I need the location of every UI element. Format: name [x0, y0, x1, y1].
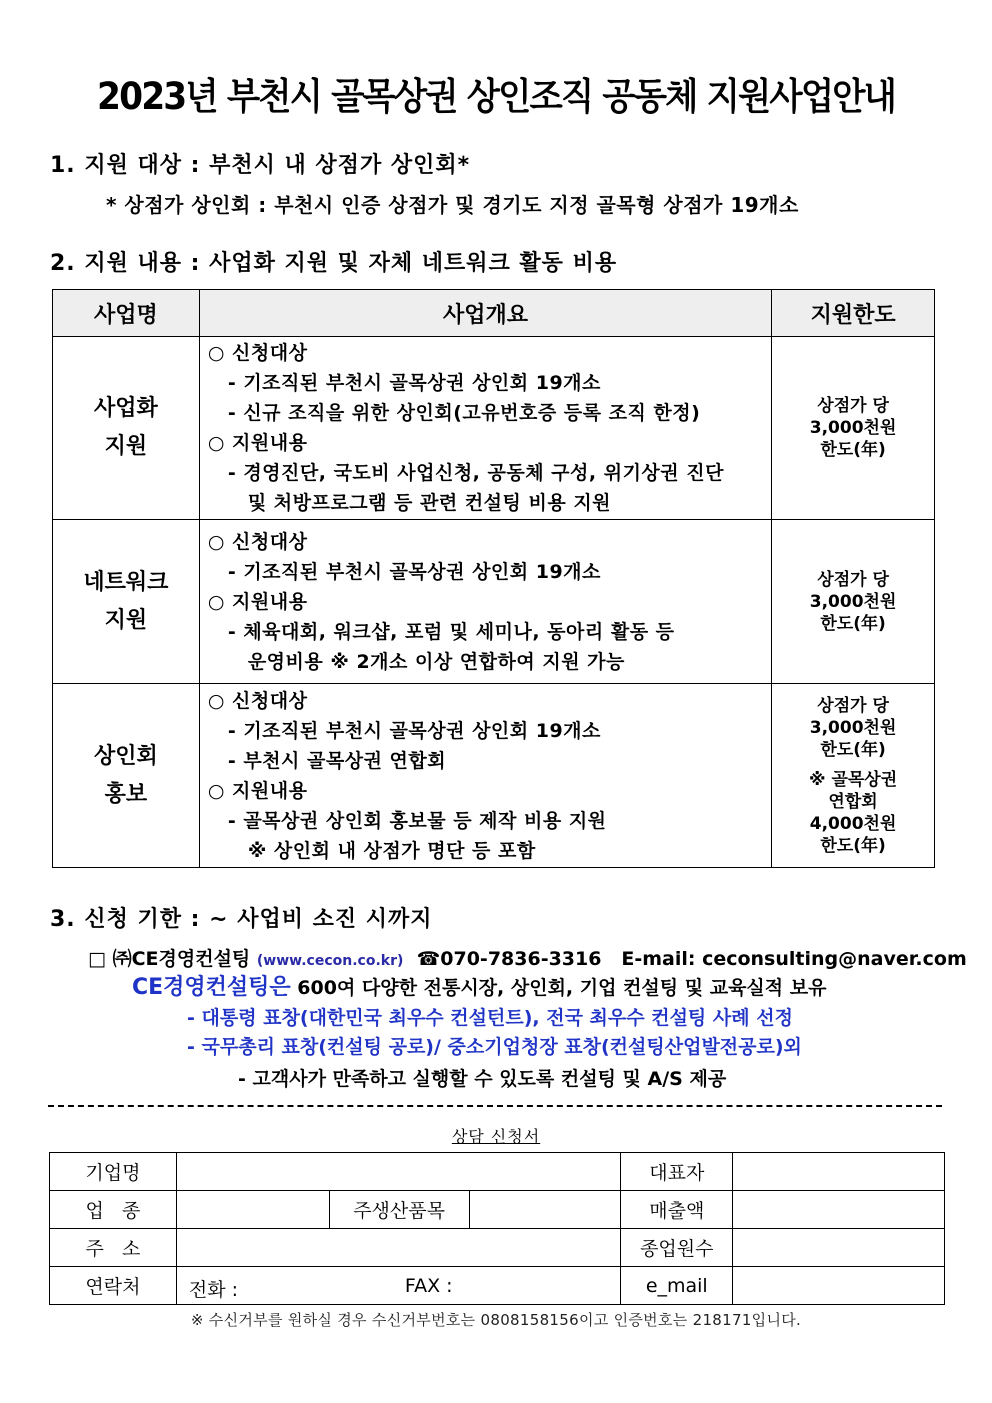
section1-heading: 1. 지원 대상 : 부천시 내 상점가 상인회*: [50, 153, 471, 178]
dashed-divider: [48, 1105, 942, 1107]
sales-field[interactable]: [733, 1191, 945, 1229]
intro-company-name: CE경영컨설팅은: [132, 975, 291, 1000]
company-name: ㈜CE경영컨설팅: [112, 948, 251, 970]
limit-line: 한도(年): [820, 835, 886, 856]
email-field[interactable]: [733, 1267, 945, 1305]
table-header-row: [53, 290, 935, 337]
desc-line: - 체육대회, 워크샵, 포럼 및 세미나, 동아리 활동 등: [227, 620, 675, 643]
row-description: [199, 520, 771, 684]
unsubscribe-notice: ※ 수신거부를 원하실 경우 수신거부번호는 0808158156이고 인증번호는 218171입니다.: [190, 1311, 802, 1329]
table-row: [53, 684, 935, 868]
desc-line: ※ 상인회 내 상점가 명단 등 포함: [247, 839, 536, 862]
section1-note: * 상점가 상인회 : 부천시 인증 상점가 및 경기도 지정 골목형 상점가 19개소: [106, 193, 799, 217]
row-limit: [772, 684, 935, 868]
fax-label: FAX :: [404, 1275, 453, 1297]
header-limit: 지원한도: [772, 290, 935, 337]
limit-line: 한도(年): [820, 613, 886, 634]
row-name-line: 네트워크: [83, 569, 169, 595]
limit-note: [772, 769, 934, 857]
row-name-line: 상인회: [94, 743, 158, 769]
row-limit: [772, 520, 935, 684]
employees-label: 종업원수: [621, 1229, 733, 1267]
desc-line: ○ 지원내용: [207, 590, 308, 613]
section2-heading: 2. 지원 내용 : 사업화 지원 및 자체 네트워크 활동 비용: [50, 251, 618, 276]
desc-line: - 기조직된 부천시 골목상권 상인회 19개소: [227, 372, 601, 394]
row-limit: [772, 337, 935, 520]
table-row: [53, 520, 935, 684]
consultation-form: [49, 1152, 945, 1305]
address-label: 주 소: [50, 1229, 177, 1267]
industry-label: 업 종: [50, 1191, 177, 1229]
consulting-intro: [132, 970, 826, 1001]
company-phone: ☎070-7836-3316: [416, 948, 602, 970]
header-overview: 사업개요: [199, 290, 771, 337]
consulting-contact-line: [88, 944, 967, 971]
contact-field[interactable]: [176, 1267, 620, 1305]
row-description: [199, 337, 771, 520]
product-field[interactable]: [469, 1191, 621, 1229]
row-name: [53, 684, 200, 868]
limit-line: 상점가 당: [817, 569, 889, 590]
row-name-line: 지원: [104, 607, 148, 633]
email-label: e_mail: [621, 1267, 733, 1305]
limit-line: 4,000천원: [809, 813, 897, 834]
row-name-line: 지원: [104, 434, 148, 459]
limit-line: 상점가 당: [817, 396, 889, 416]
checkbox-icon: □: [88, 948, 106, 970]
industry-field[interactable]: [176, 1191, 329, 1229]
contact-label: 연락처: [50, 1267, 177, 1305]
section3-heading: 3. 신청 기한 : ~ 사업비 소진 시까지: [50, 907, 433, 932]
company-label: 기업명: [50, 1153, 177, 1191]
limit-line: 3,000천원: [809, 591, 897, 612]
phone-label: 전화 :: [188, 1279, 239, 1301]
desc-line: - 골목상권 상인회 홍보물 등 제작 비용 지원: [227, 809, 607, 832]
company-url[interactable]: (www.cecon.co.kr): [256, 953, 404, 969]
row-name-line: 사업화: [94, 396, 158, 421]
table-row: [53, 337, 935, 520]
limit-line: ※ 골목상권: [809, 769, 898, 790]
product-label: 주생산품목: [329, 1191, 469, 1229]
company-field[interactable]: [176, 1153, 620, 1191]
form-row: [50, 1191, 945, 1229]
limit-line: 상점가 당: [817, 695, 889, 716]
desc-line: ○ 신청대상: [207, 530, 308, 553]
row-name: [53, 520, 200, 684]
desc-line: ○ 지원내용: [207, 432, 308, 454]
limit-line: 3,000천원: [809, 717, 897, 738]
form-row: [50, 1229, 945, 1267]
sales-label: 매출액: [621, 1191, 733, 1229]
employees-field[interactable]: [733, 1229, 945, 1267]
award-bullet: - 국무총리 표창(컨설팅 공로)/ 중소기업청장 표창(컨설팅산업발전공로)외: [187, 1036, 802, 1058]
row-name-line: 홍보: [104, 781, 148, 807]
desc-line: 운영비용 ※ 2개소 이상 연합하여 지원 가능: [247, 650, 625, 673]
row-name: [53, 337, 200, 520]
desc-line: - 기조직된 부천시 골목상권 상인회 19개소: [227, 560, 601, 583]
row-description: [199, 684, 771, 868]
support-table: [52, 289, 935, 868]
form-title: 상담 신청서: [451, 1127, 541, 1146]
intro-text: 600여 다양한 전통시장, 상인회, 기업 컨설팅 및 교육실적 보유: [290, 977, 827, 999]
desc-line: - 경영진단, 국도비 사업신청, 공동체 구성, 위기상권 진단: [227, 462, 724, 484]
desc-line: - 기조직된 부천시 골목상권 상인회 19개소: [227, 719, 601, 742]
limit-line: 3,000천원: [809, 418, 897, 438]
desc-line: ○ 지원내용: [207, 779, 308, 802]
service-bullet: - 고객사가 만족하고 실행할 수 있도록 컨설팅 및 A/S 제공: [238, 1068, 727, 1090]
ceo-label: 대표자: [621, 1153, 733, 1191]
desc-line: 및 처방프로그램 등 관련 컨설팅 비용 지원: [247, 492, 612, 514]
form-row: [50, 1153, 945, 1191]
desc-line: ○ 신청대상: [207, 342, 308, 364]
address-field[interactable]: [176, 1229, 620, 1267]
limit-line: 한도(年): [820, 440, 886, 460]
limit-line: 연합회: [828, 791, 878, 812]
header-business-name: 사업명: [53, 290, 200, 337]
award-bullet: - 대통령 표창(대한민국 최우수 컨설턴트), 전국 최우수 컨설팅 사례 선정: [187, 1007, 793, 1029]
desc-line: - 부천시 골목상권 연합회: [227, 749, 447, 772]
desc-line: - 신규 조직을 위한 상인회(고유번호증 등록 조직 한정): [227, 402, 701, 424]
page-title: 2023년 부천시 골목상권 상인조직 공동체 지원사업안내: [97, 75, 895, 118]
limit-line: 한도(年): [820, 739, 886, 760]
ceo-field[interactable]: [733, 1153, 945, 1191]
company-email[interactable]: E-mail: ceconsulting@naver.com: [621, 948, 967, 970]
form-row: [50, 1267, 945, 1305]
desc-line: ○ 신청대상: [207, 689, 308, 712]
